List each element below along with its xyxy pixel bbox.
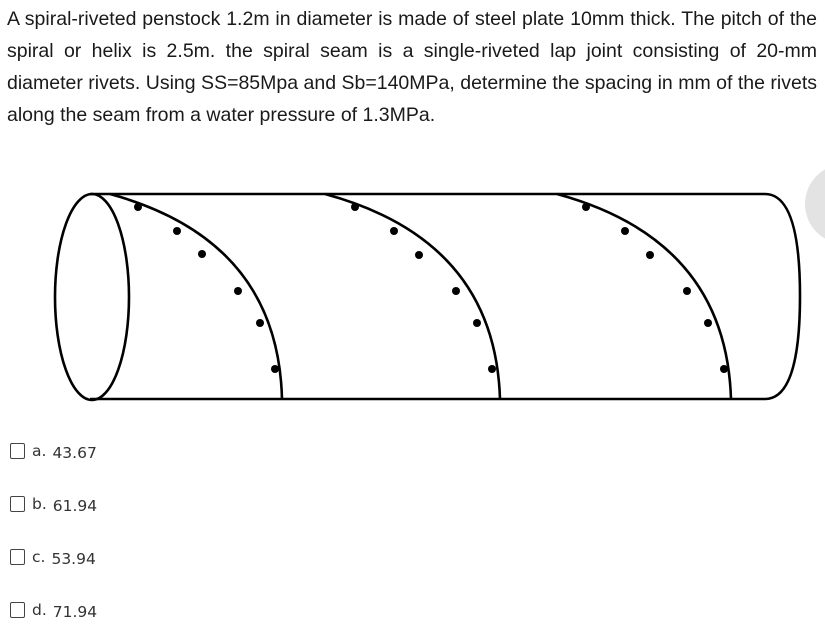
option-d-value: 71.94 (52, 603, 98, 621)
rivet (234, 287, 242, 295)
penstock-right-end (765, 194, 800, 399)
rivet (488, 365, 496, 373)
rivet (621, 227, 629, 235)
option-c-letter: c. (32, 548, 46, 566)
rivet (473, 319, 481, 327)
option-b[interactable] (10, 492, 97, 516)
question-text: A spiral-riveted penstock 1.2m in diameter is made of steel plate 10mm thick. The pitch of the spiral or helix is 2.5m. the spiral seam is a single-riveted lap joint consisting of 20-mm diameter rivets. Using SS=85Mpa and Sb=140MPa, determine the spacing in mm of the rivets along the seam from a water pressure of 1.3MPa. (7, 8, 817, 126)
option-d-checkbox[interactable] (10, 602, 25, 618)
rivet (452, 287, 460, 295)
option-d-letter: d. (32, 601, 47, 619)
option-d[interactable] (10, 598, 97, 622)
spiral-seam-2 (325, 194, 500, 399)
rivet (134, 203, 142, 211)
spiral-seam-3 (557, 194, 731, 399)
option-c[interactable] (10, 545, 96, 569)
rivet (704, 319, 712, 327)
rivet (582, 203, 590, 211)
spiral-seam-1 (110, 194, 282, 399)
option-b-letter: b. (32, 495, 47, 513)
penstock-diagram (0, 150, 825, 420)
rivet (683, 287, 691, 295)
rivet (198, 250, 206, 258)
rivet (173, 227, 181, 235)
rivet (720, 365, 728, 373)
rivet (390, 227, 398, 235)
option-c-value: 53.94 (51, 550, 96, 568)
rivet (646, 251, 654, 259)
rivet (256, 319, 264, 327)
penstock-left-end (55, 194, 129, 400)
option-c-checkbox[interactable] (10, 549, 25, 565)
option-a-checkbox[interactable] (10, 443, 25, 459)
rivet (415, 251, 423, 259)
side-nav-button[interactable] (805, 164, 825, 244)
rivet (271, 365, 279, 373)
rivet (351, 203, 359, 211)
option-a[interactable] (10, 439, 97, 463)
option-b-value: 61.94 (52, 497, 98, 515)
option-a-value: 43.67 (52, 444, 97, 462)
option-a-letter: a. (32, 442, 47, 460)
option-b-checkbox[interactable] (10, 496, 25, 512)
